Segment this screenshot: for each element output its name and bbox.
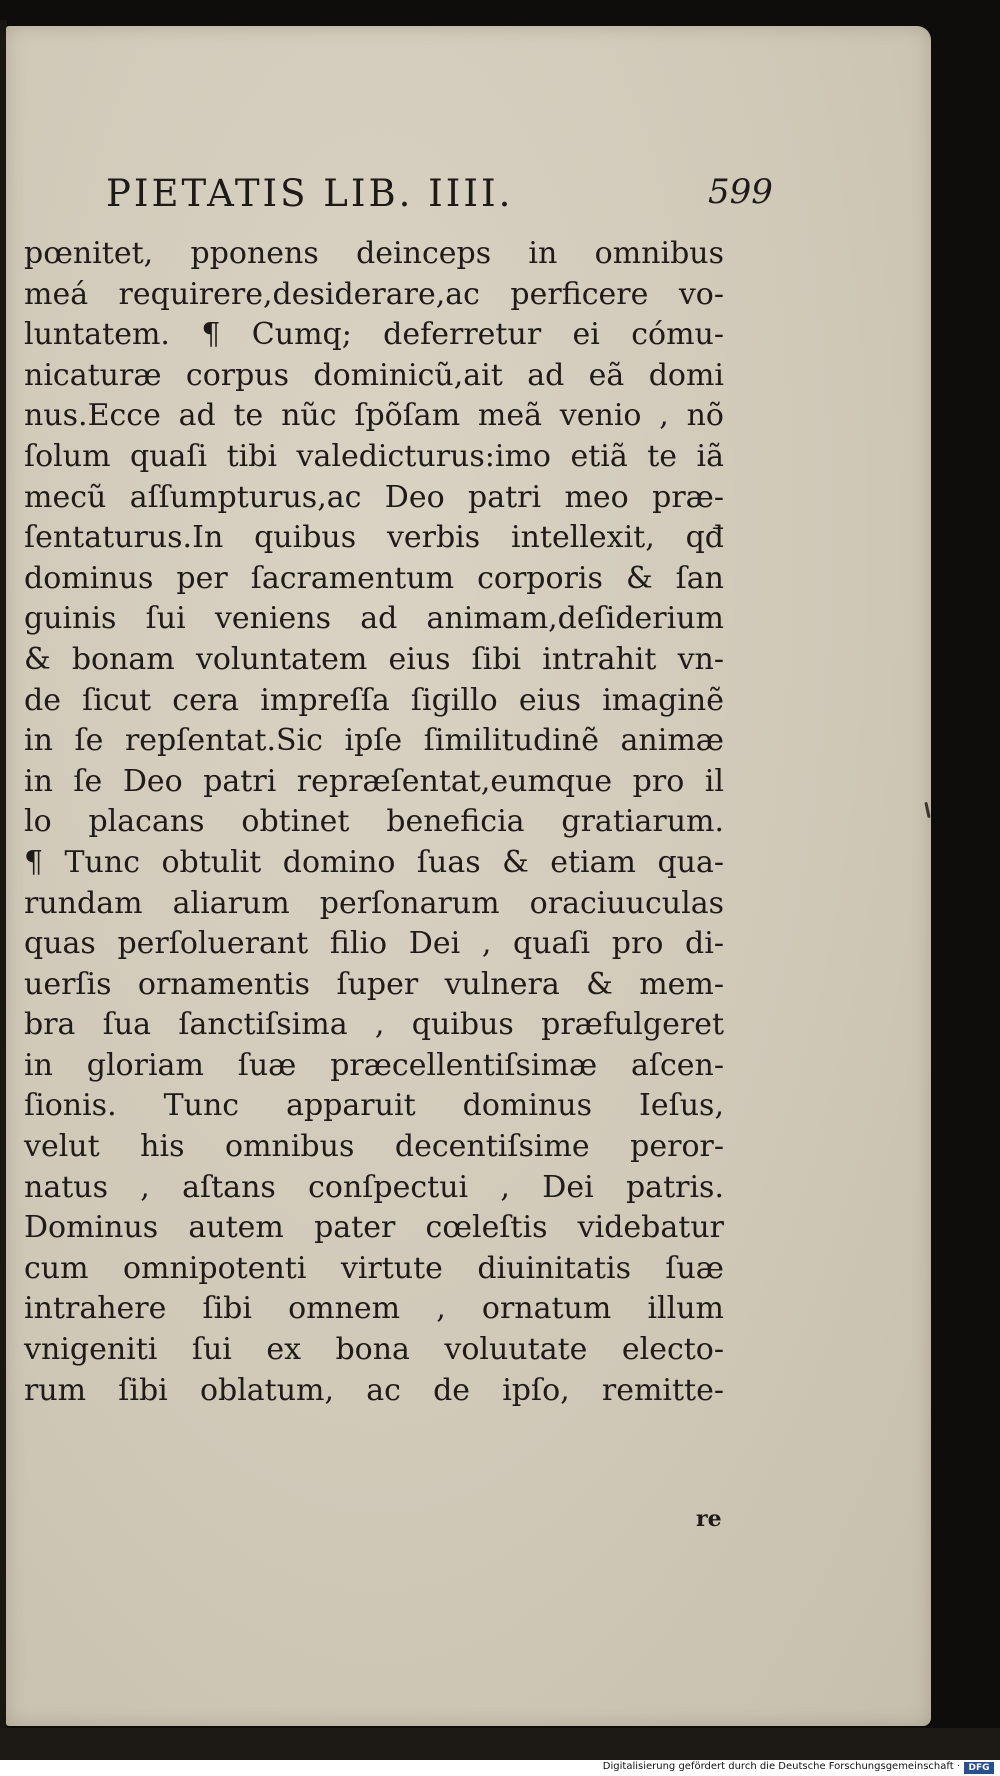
text-block <box>24 234 724 1411</box>
margin-ink-mark <box>924 802 930 818</box>
text-line: uerſis ornamentis ſuper vulnera & mem- <box>24 966 724 1002</box>
text-line: intrahere ſibi omnem , ornatum illum <box>24 1291 724 1327</box>
text-line: ſolum quaſi tibi valedicturus:imo etiã te iã <box>24 438 724 474</box>
text-line: & bonam voluntatem eius ſibi intrahit vn- <box>24 641 724 677</box>
dfg-logo: DFG <box>964 1762 994 1774</box>
digitization-footer <box>0 1760 1000 1776</box>
catchword: re <box>696 1506 722 1532</box>
text-line: mecũ aſſumpturus,ac Deo patri meo præ- <box>24 479 724 515</box>
text-line: rundam aliarum perſonarum oraciuuculas <box>24 885 724 921</box>
text-line: luntatem. ¶ Cumq; deferretur ei cómu- <box>24 317 724 353</box>
text-line: vnigeniti ſui ex bona voluutate electo- <box>24 1332 724 1368</box>
text-line: in ſe Deo patri repræſentat,eumque pro il <box>24 763 724 799</box>
running-head: PIETATIS LIB. IIII. <box>106 172 514 215</box>
text-line: cum omnipotenti virtute diuinitatis ſuæ <box>24 1250 724 1286</box>
funding-credit: Digitalisierung gefördert durch die Deutsche Forschungsgemeinschaft · <box>602 1761 960 1772</box>
text-line: pœnitet, pponens deinceps in omnibus <box>24 236 724 271</box>
text-line: rum ſibi oblatum, ac de ipſo, remitte- <box>24 1372 724 1408</box>
text-line: in gloriam ſuæ præcellentiſsimæ aſcen- <box>24 1047 724 1083</box>
page-number: 599 <box>708 172 773 212</box>
text-line: lo placans obtinet beneficia gratiarum. <box>24 804 724 840</box>
scan-bottom-strip <box>0 1728 1000 1760</box>
text-line: in ſe repſentat.Sic ipſe ſimilitudinẽ animæ <box>24 723 724 759</box>
text-line: guinis ſui veniens ad animam,deſiderium <box>24 601 724 637</box>
text-line: ſentaturus.In quibus verbis intellexit, qđ <box>24 520 724 556</box>
text-line: quas perſoluerant filio Dei , quaſi pro di- <box>24 926 724 962</box>
book-page <box>6 26 931 1726</box>
text-line: meá requirere,desiderare,ac perficere vo- <box>24 276 724 312</box>
text-line: nicaturæ corpus dominicũ,ait ad eã domi <box>24 357 724 393</box>
text-line: nus.Ecce ad te nũc ſpõſam meã venio , nõ <box>24 398 724 434</box>
text-line: bra ſua ſanctiſsima , quibus præfulgeret <box>24 1007 724 1043</box>
text-line: dominus per ſacramentum corporis & ſan <box>24 560 724 596</box>
text-line: ¶ Tunc obtulit domino ſuas & etiam qua- <box>24 844 724 880</box>
text-line: natus , aſtans conſpectui , Dei patris. <box>24 1169 724 1205</box>
text-line: Dominus autem pater cœleſtis videbatur <box>24 1210 724 1246</box>
text-line: ſionis. Tunc apparuit dominus Ieſus, <box>24 1088 724 1124</box>
text-line: de ſicut cera impreſſa ſigillo eius imaginẽ <box>24 682 724 718</box>
text-line: velut his omnibus decentiſsime peror- <box>24 1129 724 1165</box>
